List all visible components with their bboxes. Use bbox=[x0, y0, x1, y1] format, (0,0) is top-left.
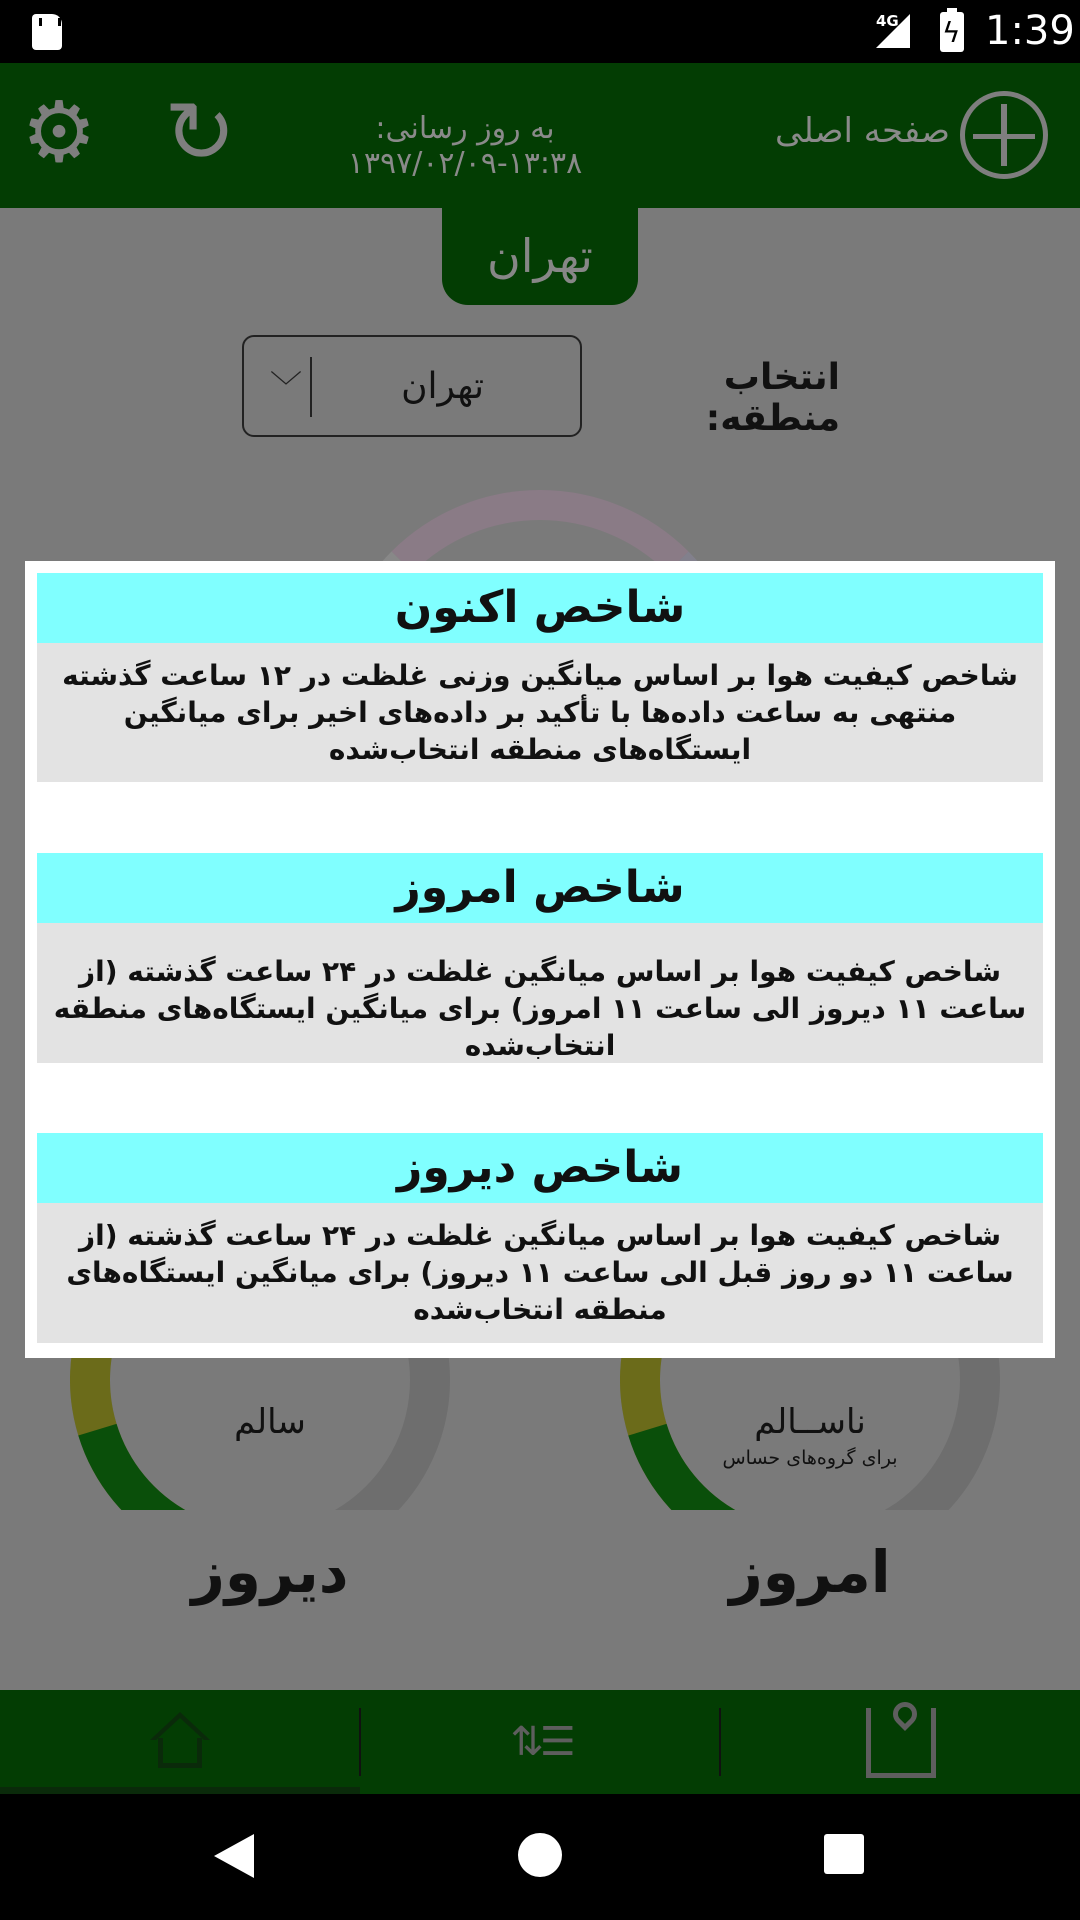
section-body: شاخص کیفیت هوا بر اساس میانگین غلظت در ۲۴ ساعت گذشته (از ساعت ۱۱ دیروز الی ساعت ۱۱ امروز) برای میانگین ایستگاه‌های منطقه انتخاب‌شده bbox=[37, 923, 1043, 1063]
app-header bbox=[0, 63, 1080, 208]
nav-sort[interactable] bbox=[361, 1690, 719, 1794]
home-circle-icon[interactable] bbox=[518, 1833, 562, 1877]
city-tab[interactable]: تهران bbox=[442, 208, 638, 305]
chevron-down-icon: ﹀ bbox=[262, 357, 312, 417]
refresh-icon[interactable]: ↻ bbox=[163, 83, 237, 183]
nav-active-indicator bbox=[0, 1787, 360, 1794]
clock: 1:39 bbox=[985, 8, 1075, 54]
sd-card-icon bbox=[32, 14, 62, 50]
dialog-section-now bbox=[37, 573, 1043, 782]
yesterday-status: سالم bbox=[234, 1402, 306, 1442]
system-nav-bar bbox=[0, 1794, 1080, 1920]
today-status: ناســالم bbox=[754, 1402, 866, 1442]
section-title: شاخص امروز bbox=[37, 853, 1043, 923]
gear-icon[interactable]: ⚙ bbox=[21, 83, 97, 181]
logo-icon bbox=[960, 91, 1048, 179]
section-body: شاخص کیفیت هوا بر اساس میانگین وزنی غلظت در ۱۲ ساعت گذشته منتهی به ساعت داده‌ها با تأکید بر داده‌های اخیر برای میانگین ایستگاه‌های منطقه انتخاب‌شده bbox=[37, 643, 1043, 782]
region-selected-value: تهران bbox=[401, 366, 484, 407]
section-title: شاخص اکنون bbox=[37, 573, 1043, 643]
today-status-sub: برای گروه‌های حساس bbox=[722, 1447, 898, 1469]
update-timestamp: به روز رسانی: ۱۳:۳۸-۱۳۹۷/۰۲/۰۹ bbox=[347, 111, 583, 181]
home-icon bbox=[150, 1712, 210, 1772]
region-select[interactable] bbox=[242, 335, 582, 437]
region-label: انتخاب منطقه: bbox=[705, 357, 840, 439]
network-type: 4G bbox=[876, 12, 899, 30]
bottom-nav bbox=[0, 1690, 1080, 1794]
page-title: صفحه اصلی bbox=[775, 111, 950, 151]
nav-map[interactable] bbox=[721, 1690, 1079, 1794]
sort-icon: ⇅☰ bbox=[510, 1719, 572, 1765]
today-label: امروز bbox=[729, 1538, 891, 1606]
info-dialog[interactable] bbox=[25, 561, 1055, 1358]
map-pin-icon bbox=[888, 1697, 922, 1731]
section-body: شاخص کیفیت هوا بر اساس میانگین غلظت در ۲۴ ساعت گذشته (از ساعت ۱۱ دو روز قبل الی ساعت ۱۱ دیروز) برای میانگین ایستگاه‌های منطقه انتخاب‌شده bbox=[37, 1203, 1043, 1343]
status-bar bbox=[0, 0, 1080, 63]
map-icon bbox=[866, 1708, 936, 1778]
nav-home[interactable] bbox=[0, 1690, 358, 1794]
dialog-section-yesterday bbox=[37, 1133, 1043, 1343]
yesterday-label: دیروز bbox=[191, 1538, 349, 1606]
dialog-section-today bbox=[37, 853, 1043, 1063]
section-title: شاخص دیروز bbox=[37, 1133, 1043, 1203]
battery-charging-icon bbox=[940, 12, 964, 52]
recents-icon[interactable] bbox=[824, 1834, 864, 1874]
back-icon[interactable] bbox=[214, 1834, 254, 1878]
